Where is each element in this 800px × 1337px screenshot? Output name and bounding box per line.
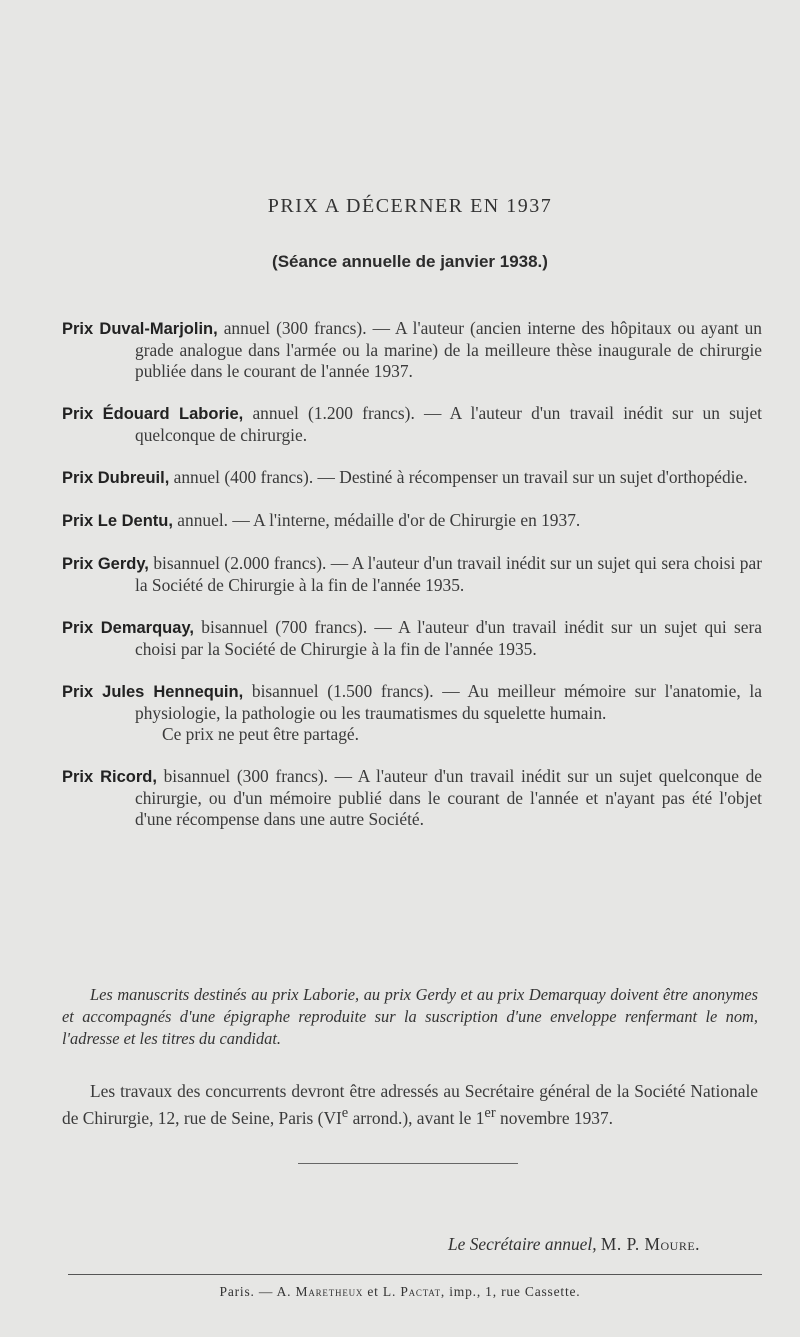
prize-entry <box>62 681 762 745</box>
prize-entry <box>62 318 762 382</box>
prize-description: bisannuel (2.000 francs). — A l'auteur d'un travail inédit sur un sujet qui sera choisi par la Société de Chirurgie à la fin de l'année 1935. <box>135 553 762 595</box>
prize-entry <box>62 766 762 830</box>
prize-description: bisannuel (300 francs). — A l'auteur d'un travail inédit sur un sujet quelconque de chirurgie, ou d'un mémoire publié dans le courant de l'année et n'ayant pas été l'objet d'une récompense dans une autre Société. <box>135 766 762 829</box>
prize-name: Prix Dubreuil, <box>62 469 170 487</box>
prize-description: annuel (300 francs). — A l'auteur (ancien interne des hôpitaux ou ayant un grade analogue dans l'armée ou la marine) de la meilleure thèse inaugurale de chirurgie publiée dans le courant de l'année 1937. <box>135 318 762 381</box>
printer-imprint: Paris. — A. Maretheux et L. Pactat, imp., 1, rue Cassette. <box>219 1284 581 1299</box>
prize-entry <box>62 403 762 446</box>
prize-description: annuel (400 francs). — Destiné à récompenser un travail sur un sujet d'orthopédie. <box>169 467 748 487</box>
prize-entry <box>62 553 762 596</box>
footer-divider <box>68 1274 762 1275</box>
prize-name: Prix Édouard Laborie, <box>62 405 244 423</box>
page-title: PRIX A DÉCERNER EN 1937 <box>267 195 553 217</box>
prize-name: Prix Jules Hennequin, <box>62 683 244 701</box>
prize-description: bisannuel (700 francs). — A l'auteur d'un travail inédit sur un sujet qui sera choisi par la Société de Chirurgie à la fin de l'année 1935. <box>135 617 762 659</box>
divider <box>298 1163 518 1164</box>
prize-entry <box>62 467 762 489</box>
prize-name: Prix Duval-Marjolin, <box>62 320 218 338</box>
prize-entry <box>62 510 762 532</box>
prize-name: Prix Gerdy, <box>62 555 149 573</box>
prize-name: Prix Le Dentu, <box>62 512 173 530</box>
page-subtitle: (Séance annuelle de janvier 1938.) <box>272 252 548 271</box>
prize-description: annuel. — A l'interne, médaille d'or de Chirurgie en 1937. <box>172 510 581 530</box>
prize-list <box>62 318 762 851</box>
signature <box>300 1234 700 1255</box>
manuscript-notice: Les manuscrits destinés au prix Laborie, au prix Gerdy et au prix Demarquay doivent être anonymes et accompagnés d'une épigraphe reproduite sur la suscription d'une enveloppe renfermant le nom, l'adresse et les titres du candidat. <box>62 985 758 1048</box>
prize-description: annuel (1.200 francs). — A l'auteur d'un travail inédit sur un sujet quelconque de chirurgie. <box>135 403 762 445</box>
submission-address: Les travaux des concurrents devront être adressés au Secrétaire général de la Société Nationale de Chirurgie, 12, rue de Seine, Paris (VIe arrond.), avant le 1er novembre 1937. <box>62 1081 758 1128</box>
prize-entry <box>62 617 762 660</box>
prize-note: Ce prix ne peut être partagé. <box>162 724 360 744</box>
prize-name: Prix Ricord, <box>62 768 157 786</box>
signature-role: Le Secrétaire annuel, <box>447 1234 597 1254</box>
prize-name: Prix Demarquay, <box>62 619 194 637</box>
signature-name: M. P. Moure. <box>600 1234 700 1254</box>
prize-description: bisannuel (1.500 francs). — Au meilleur mémoire sur l'anatomie, la physiologie, la pathologie ou les traumatismes du squelette humain. <box>135 681 762 723</box>
